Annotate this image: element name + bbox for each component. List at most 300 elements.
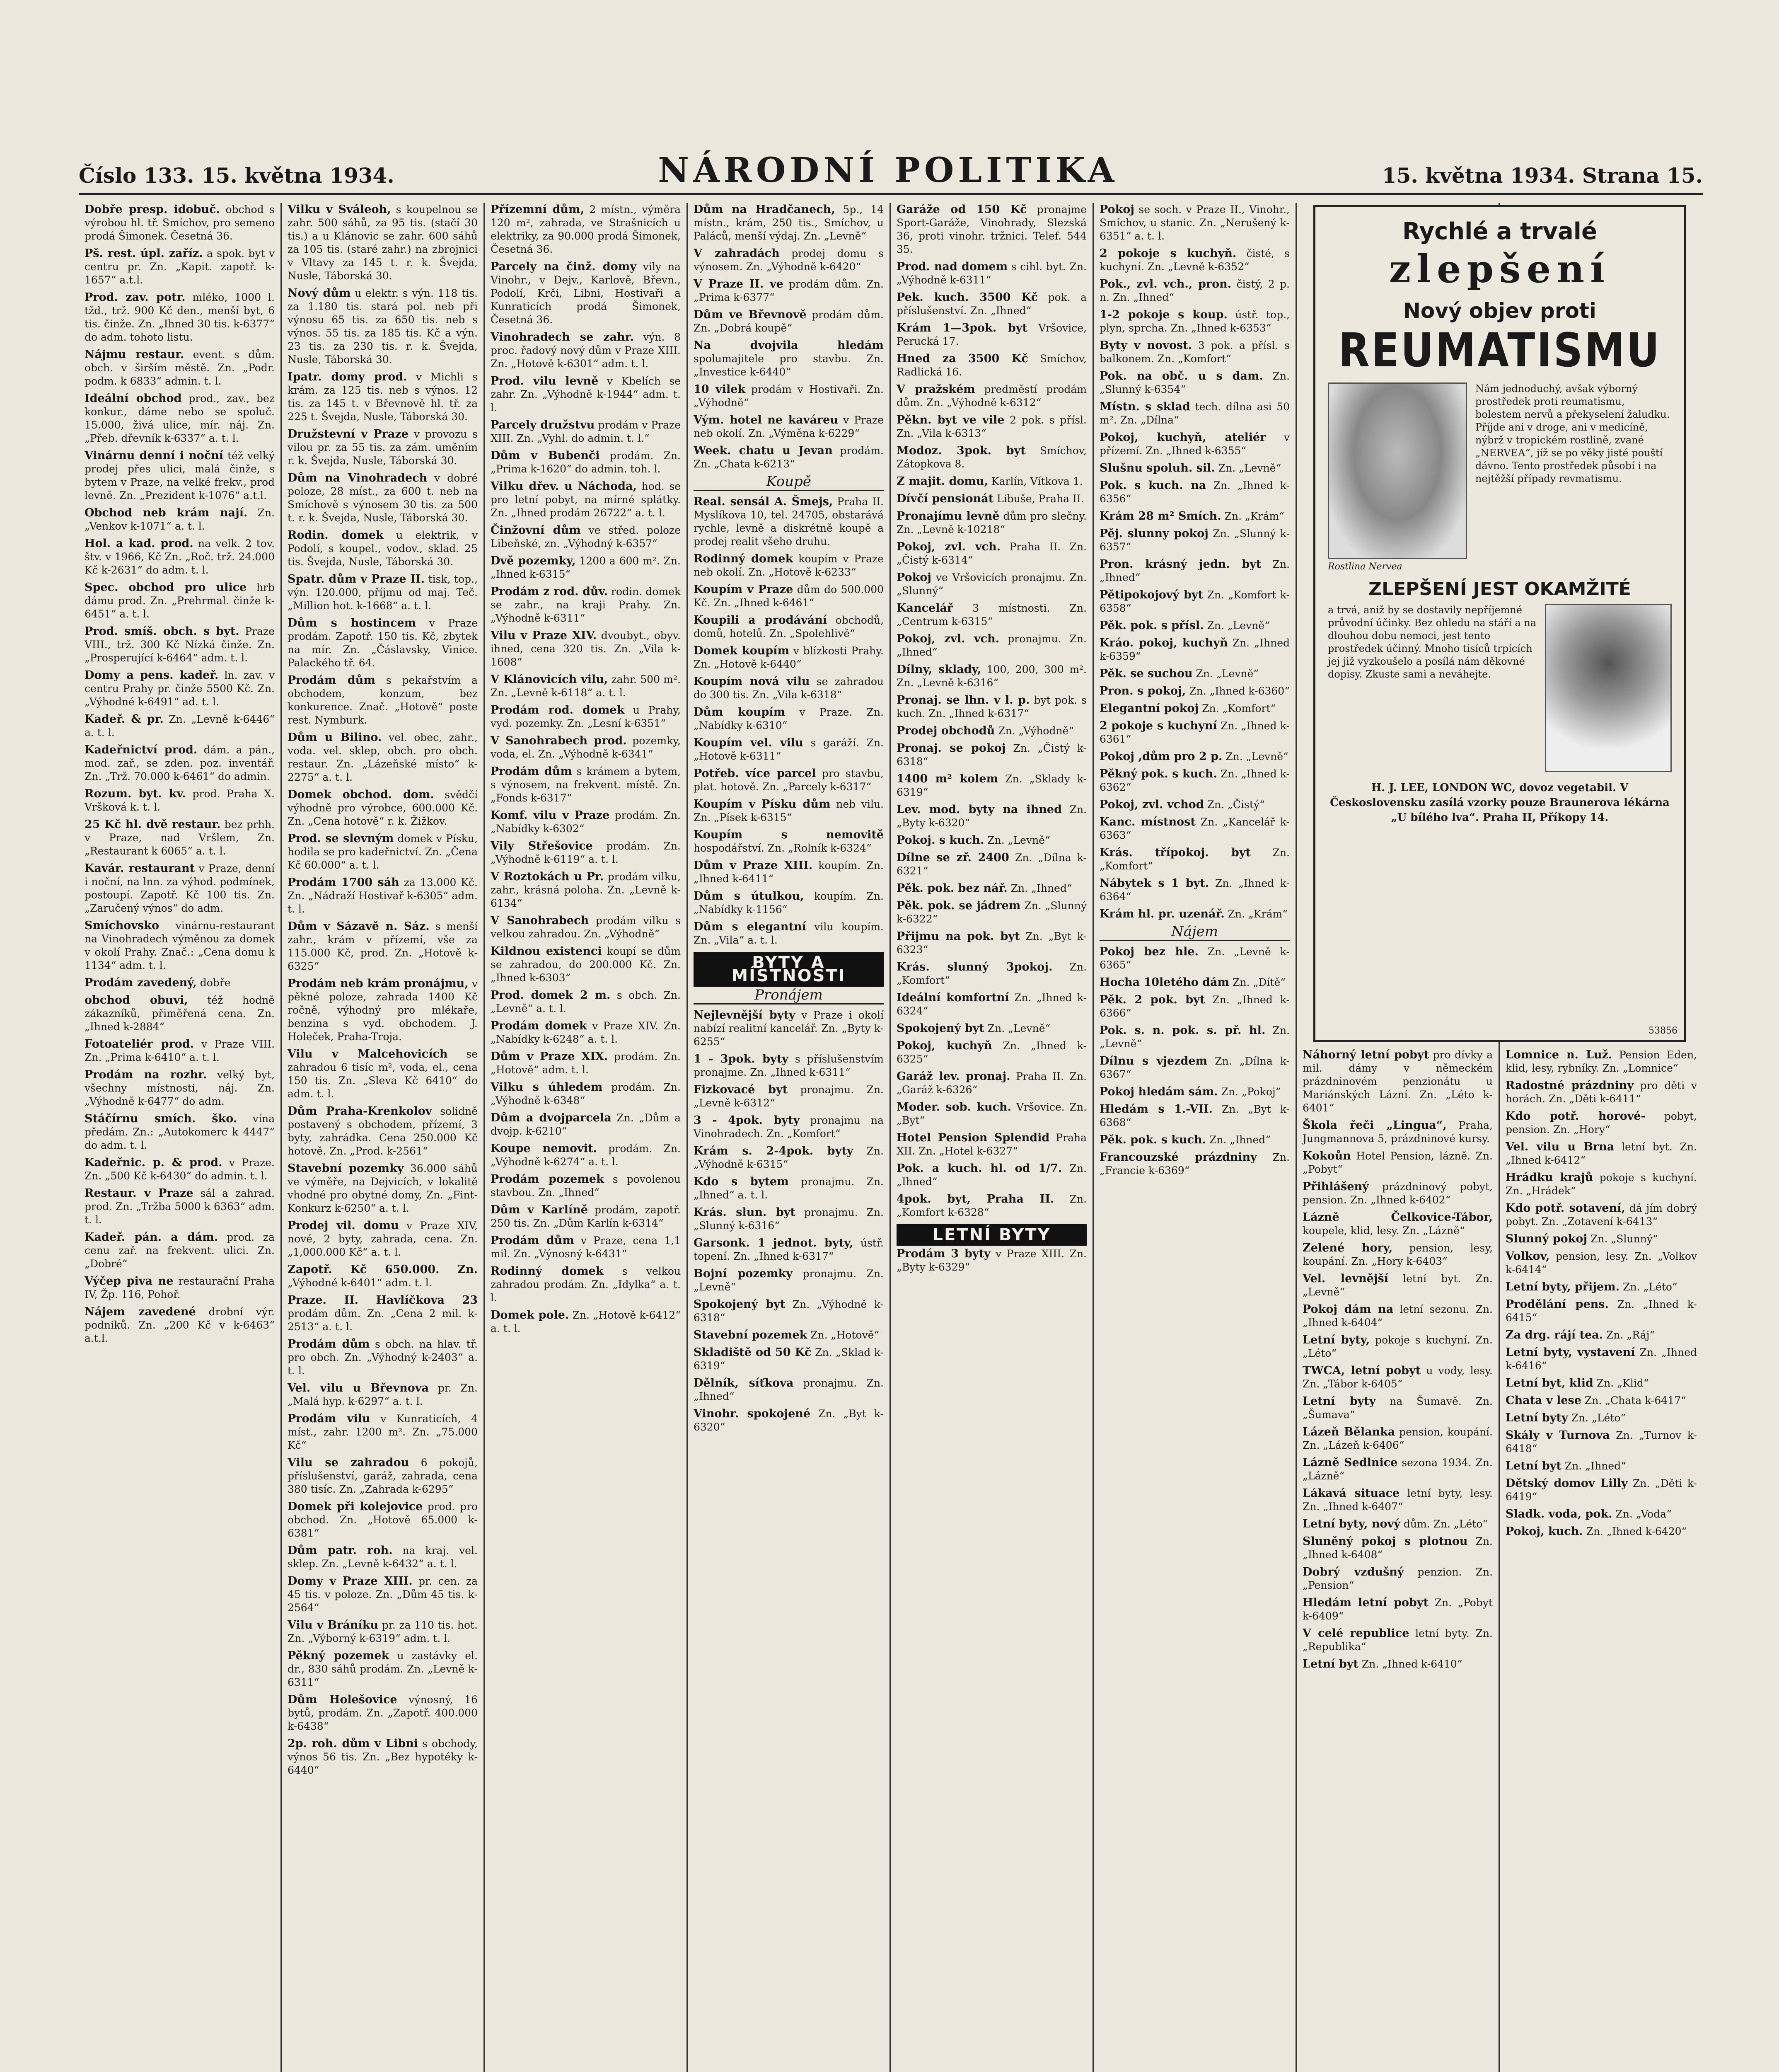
ad-heading: Družstevní v Praze <box>288 428 408 441</box>
classified-ad <box>897 742 1087 768</box>
classified-ad <box>491 734 681 761</box>
classified-ad <box>85 976 275 990</box>
ad-text: neb vilu. Zn. „Písek k-6315“ <box>694 798 884 823</box>
classified-ad <box>288 674 478 727</box>
classified-ad <box>694 1407 884 1434</box>
classified-ad <box>491 765 681 805</box>
classified-ad <box>288 1619 478 1645</box>
classified-ad <box>1100 945 1290 972</box>
ad-text: prodám v Praze XIII. Zn. „Vyhl. do admin. t. l.“ <box>491 419 681 444</box>
classified-ad <box>694 1267 884 1294</box>
ad-text: Zn. „Byty k-6320“ <box>897 804 1087 829</box>
classified-ad <box>1506 1394 1697 1407</box>
ad-text: Zn. „Sklad k-6319“ <box>694 1346 884 1372</box>
ad-heading: Přihlášený <box>1303 1180 1369 1193</box>
ad-heading: Dobře presp. idobuč. <box>85 203 220 216</box>
ad-text: prodám. Zn. „Výhodně k-6119“ a. t. l. <box>491 840 681 865</box>
ad-text: v Michli s krám. za 125 tis. neb s výnos. 12 tis. za 145 t. v Břevnově hl. tř. za 225 t. Švejda, Nusle, Táborská 30. <box>288 371 478 423</box>
ad-text: Zn. „Turnov k-6418“ <box>1506 1429 1697 1455</box>
ad-heading: Volkov, <box>1506 1250 1550 1263</box>
ad-heading: Hotel Pension Splendid <box>897 1131 1050 1144</box>
classified-ad <box>897 322 1087 348</box>
ad-text: prodám vilku, zahr., krásná poloha. Zn. „Levně k-6134“ <box>491 871 681 909</box>
ad-heading: Prodám dům <box>288 674 375 687</box>
advert-line-3: Nový objev proti <box>1403 299 1596 323</box>
ad-text: obchodů, domů, hotelů. Zn. „Spolehlivě“ <box>694 614 884 639</box>
classified-ad <box>1100 1055 1290 1081</box>
ad-text: pronajmu. Zn. „Ihned“ <box>897 633 1087 658</box>
ad-heading: 3 - 4pok. byty <box>694 1114 800 1127</box>
ad-heading: Lev. mod. byty na ihned <box>897 803 1062 816</box>
classified-ad <box>1506 1429 1697 1455</box>
ad-heading: Dům s hostincem <box>288 617 416 629</box>
ad-heading: Pok., zvl. vch., pron. <box>1100 278 1232 290</box>
ad-heading: Dům s elegantní <box>694 920 806 933</box>
ad-heading: Elegantní pokoj <box>1100 702 1199 715</box>
ad-heading: Dobrý vzdušný <box>1303 1566 1404 1578</box>
classified-ad <box>694 736 884 763</box>
ad-text: Zn. „Dílna k-6367“ <box>1100 1055 1290 1080</box>
issue-info: Číslo 133. 15. května 1934. <box>79 163 394 188</box>
ad-heading: Spatr. dům v Praze II. <box>288 573 425 586</box>
classified-ad <box>288 1219 478 1259</box>
ad-heading: Prodělání pens. <box>1506 1298 1609 1311</box>
advert-text-1: Nám jednoduchý, avšak výborný prostředek proti reumatismu, bolestem nervů a překyselení žaludku. Příjde ani v droge, ani v medicíně, nýbrž v tropickém rostlině, zvané „NERVEA“, jíž se po věky jisté pouští dávno. Tento prostředek působí i na nejtěžší případy revmatismu. <box>1475 383 1670 484</box>
ad-text: hrb dámu prod. Zn. „Prehrmal. činže k-6451“ a. t. l. <box>85 581 275 620</box>
classified-ad <box>288 876 478 916</box>
ad-heading: Potřeb. více parcel <box>694 767 816 780</box>
ad-heading: Koupím nová vilu <box>694 675 810 688</box>
ad-heading: Pronaj. se pokoj <box>897 742 1006 755</box>
column-6 <box>1094 203 1297 2072</box>
column-2 <box>282 203 485 2072</box>
classified-ad <box>491 1265 681 1305</box>
ad-text: Zn. „Levně“ <box>987 1022 1051 1034</box>
ad-text: prod. Praha X. Vršková k. t. l. <box>85 788 275 813</box>
ad-text: s krámem a bytem, s výnosem, na frekvent. místě. Zn. „Fonds k-6317“ <box>491 765 681 804</box>
classified-ad <box>491 1019 681 1046</box>
ad-text: tech. dílna asi 50 m². Zn. „Dílna“ <box>1100 401 1290 426</box>
ad-heading: Dům v Karlíně <box>491 1203 588 1216</box>
classified-ad <box>288 573 478 612</box>
ad-text: obchod s výrobou hl. tř. Smíchov, pro semeno prodá Šimonek. Česetná 36. <box>85 203 275 242</box>
portrait-illustration <box>1545 604 1672 772</box>
ad-heading: Letní byty <box>1303 1395 1376 1408</box>
ad-text: pronajmu. Zn. „Levně“ <box>694 1268 884 1293</box>
ad-text: Praze VIII., trž. 300 Kč Nízká činže. Zn. „Prosperující k-6464“ adm. t. l. <box>85 625 275 664</box>
ad-heading: V celé republice <box>1303 1627 1409 1640</box>
classified-ad <box>1100 908 1290 921</box>
ad-heading: Krás. slunný 3pokoj. <box>897 961 1053 973</box>
ad-heading: Rodinný domek <box>694 552 793 565</box>
advert-line-1: Rychlé a trvalé <box>1402 218 1597 245</box>
ad-text: Vršovice, Perucká 17. <box>897 322 1087 347</box>
classified-ad <box>897 414 1087 440</box>
advert-footer: H. J. LEE, LONDON WC, dovoz vegetabil. V Československu zasílá vzorky pouze Braunerova lékárna „U bílého lva“. Praha II, Příkopy 14. <box>1330 782 1670 824</box>
ad-text: prodám v Hostivaři. Zn. „Výhodně“ <box>694 383 884 409</box>
ad-heading: Sluněný pokoj s plotnou <box>1303 1535 1468 1548</box>
ad-heading: Pěkn. byt ve vile <box>897 414 1005 426</box>
classified-ad <box>85 203 275 243</box>
classified-ad <box>1100 1024 1290 1051</box>
ad-text: Zn. „Ihned k-6420“ <box>1586 1525 1687 1537</box>
ad-text: Zn. „Levně“ <box>1218 462 1281 474</box>
ad-heading: Zapotř. Kč 650.000. Zn. <box>288 1263 478 1276</box>
ad-heading: Rodinný domek <box>491 1265 604 1278</box>
ad-text: vily na Vinohr., v Dejv., Karlově, Břevn., Podolí, Krči, Libni, Hostivaři a Kunraticích prodá Šimonek, Česetná 36. <box>491 261 681 326</box>
ad-heading: Prod. nad domem <box>897 260 1008 273</box>
classified-ad <box>1506 1525 1697 1538</box>
ad-text: výnosný, 16 bytů, prodám. Zn. „Zapotř. 400.000 k-6438“ <box>288 1694 478 1732</box>
ad-heading: V pražském <box>897 383 975 396</box>
ad-text: v Kbelích se zahr. Zn. „Výhodně k-1944“ adm. t. l. <box>491 375 681 414</box>
plant-illustration <box>1328 382 1467 559</box>
ad-text: pokoje s kuchyní. Zn. „Léto“ <box>1303 1334 1493 1359</box>
ad-heading: Vilku dřev. u Náchoda, <box>491 480 637 493</box>
classified-ad <box>1100 203 1290 243</box>
ad-text: dobře <box>200 977 231 989</box>
newspaper-title: NÁRODNÍ POLITIKA <box>658 150 1119 190</box>
ad-text: s pekařstvím a obchodem, konzum, bez konkurence. Znač. „Hotově“ poste rest. Nymburk. <box>288 674 478 726</box>
ad-text: Zn. „Ihned k-6360“ <box>1189 685 1290 697</box>
ad-heading: Dům v Praze XIII. <box>694 859 813 872</box>
classified-ad <box>1303 1627 1493 1653</box>
classified-ad <box>85 1305 275 1345</box>
ad-text: na kraj. vel. sklep. Zn. „Levně k-6432“ a. t. l. <box>288 1544 478 1570</box>
ad-text: se zahradou 6 tisíc m², voda, el., cena 150 tis. Zn. „Sleva Kč 6410“ do adm. t. l. <box>288 1048 478 1100</box>
ad-heading: 2 pokoje s kuchyní <box>1100 719 1217 732</box>
ad-text: prod. za cenu zař. na frekvent. ulici. Zn. „Dobré“ <box>85 1231 275 1270</box>
ad-text: sezona 1934. Zn. „Lázně“ <box>1303 1457 1493 1482</box>
classified-ad <box>694 1298 884 1324</box>
ad-text: Zn. „Ihned“ <box>1100 558 1290 583</box>
classified-ad <box>1100 308 1290 335</box>
ad-text: v pěkné poloze, zahrada 1400 Kč ročně, výhodný pro mlékaře, benzina s vyd. obchodem. J. Holeček, Praha-Troja. <box>288 978 478 1043</box>
ad-text: spolumajitele pro stavbu. Zn. „Investice k-6440“ <box>694 353 884 378</box>
ad-text: u zastávky el. dr., 830 sáhů prodám. Zn. „Levně k-6311“ <box>288 1650 478 1688</box>
ad-heading: Pokoj dám na <box>1303 1303 1394 1316</box>
classified-ad <box>491 945 681 985</box>
classified-ad <box>897 663 1087 690</box>
ad-heading: Slunný pokoj <box>1506 1232 1588 1245</box>
ad-text: Libuše, Praha II. <box>997 493 1084 505</box>
ad-text: s příslušenstvím pronajme. Zn. „Ihned k-6311“ <box>694 1053 884 1078</box>
ad-heading: Vilu v Malcehovicích <box>288 1048 448 1060</box>
ad-heading: Pěkný pok. s kuch. <box>1100 767 1217 780</box>
classified-ad <box>1100 1151 1290 1177</box>
ad-heading: Domek obchod. dom. <box>288 788 434 801</box>
ad-heading: Lázeň Bělanka <box>1303 1426 1395 1438</box>
ad-heading: Krám 28 m² Smích. <box>1100 510 1221 523</box>
column-4 <box>688 203 891 2072</box>
advert-number: 53856 <box>1648 1026 1677 1036</box>
ad-text: čisté, s kuchyní. Zn. „Levně k-6352“ <box>1100 247 1290 273</box>
classified-ad <box>288 529 478 569</box>
ad-heading: Prod. smíš. obch. s byt. <box>85 625 239 638</box>
ad-text: prodám dům. Zn. „Cena 2 mil. k-2513“ a. t. l. <box>288 1307 478 1333</box>
ad-text: pozemky, voda, el. Zn. „Výhodně k-6341“ <box>491 735 681 760</box>
ad-text: též hodně zákazníků, přiměřená cena. Zn. „Ihned k-2884“ <box>85 994 275 1033</box>
classified-ad <box>897 694 1087 720</box>
ad-text: Praha II. Zn. „Čistý k-6314“ <box>897 541 1087 566</box>
ad-text: hospodářství. Zn. „Rolník k-6324“ <box>694 842 872 854</box>
ad-heading: Činžovní dům <box>491 524 581 537</box>
classified-ad <box>1506 1477 1697 1503</box>
ad-text: pension, koupání. Zn. „Lázeň k-6406“ <box>1303 1426 1493 1451</box>
date-page: 15. května 1934. Strana 15. <box>1382 163 1703 188</box>
classified-ad <box>694 1114 884 1140</box>
ad-heading: Skladiště od 50 Kč <box>694 1346 812 1359</box>
ad-heading: Z majit. domu, <box>897 475 988 488</box>
ad-heading: Pronaj. se lhn. v l. p. <box>897 694 1030 707</box>
classified-ad <box>694 247 884 274</box>
classified-ad <box>1100 619 1290 632</box>
ad-text: Zn. „Komfort“ <box>1100 847 1290 872</box>
ad-heading: Garsonk. 1 jednot. byty, <box>694 1237 853 1249</box>
classified-ad <box>491 480 681 520</box>
ad-text: Zn. „Kancelář k-6363“ <box>1100 816 1290 841</box>
ad-heading: Kancelář <box>897 602 953 615</box>
ad-heading: Nový dům <box>288 287 351 300</box>
classified-ad <box>694 644 884 671</box>
classified-ad <box>288 1693 478 1733</box>
ad-text: s obchody, výnos 56 tis. Zn. „Bez hypotéky k-6440“ <box>288 1738 478 1776</box>
ad-heading: Pok. s kuch. na <box>1100 479 1206 492</box>
classified-ad <box>897 475 1087 488</box>
ad-text: Praha, Jungmannova 5, prázdninové kursy. <box>1303 1119 1493 1145</box>
ad-heading: Prod. domek 2 m. <box>491 989 611 1002</box>
ad-text: v Praze, denní i noční, na lnn. za výhod. podmínek, postoupí. Zapotř. Kč 100 tis. Zn. „Zaručený výnos“ do adm. <box>85 862 275 914</box>
ad-text: Zn. „Dílna k-6321“ <box>897 852 1087 877</box>
ad-text: Zn. „Komfort k-6358“ <box>1100 589 1290 614</box>
classified-ad <box>1303 1334 1493 1360</box>
ad-text: koupím. Zn. „Ihned k-6411“ <box>694 859 884 885</box>
ad-text: 3 pok. a přísl. s balkonem. Zn. „Komfort“ <box>1100 339 1290 365</box>
section-subheading: Nájem <box>1100 925 1290 941</box>
classified-ad <box>694 859 884 886</box>
ad-text: Zn. „Pobyt k-6409“ <box>1303 1597 1493 1622</box>
classified-ad <box>897 724 1087 738</box>
ad-text: dům pro slečny. Zn. „Levně k-10218“ <box>897 510 1087 535</box>
ad-text: Zn. „Ihned k-6361“ <box>1100 720 1290 745</box>
ad-heading: Skály v Turnova <box>1506 1429 1610 1442</box>
ad-heading: Pokoj <box>1100 203 1135 216</box>
ad-text: velký byt, všechny místnosti, náj. Zn. „Výhodně k-6477“ do adm. <box>85 1069 275 1107</box>
classified-ad <box>694 339 884 379</box>
ad-text: koupí se dům se zahradou, do 200.000 Kč. Zn. „Ihned k-6303“ <box>491 945 681 984</box>
classified-ad <box>1100 976 1290 989</box>
ad-heading: Pěj. slunny pokoj <box>1100 527 1209 540</box>
classified-ad <box>288 731 478 784</box>
classified-ad <box>1303 1211 1493 1237</box>
ad-heading: Letní byty, vystavení <box>1506 1346 1635 1359</box>
classified-ad <box>1100 588 1290 615</box>
classified-ad <box>694 1145 884 1171</box>
ad-heading: Kanc. místnost <box>1100 816 1196 828</box>
section-subheading: Pronájem <box>694 988 884 1005</box>
ad-heading: Week. chatu u Jevan <box>694 444 833 457</box>
ad-heading: Pron. s pokoj, <box>1100 685 1186 697</box>
ad-text: pronajmu na Vinohradech. Zn. „Komfort“ <box>694 1114 884 1140</box>
column-1 <box>79 203 282 2072</box>
classified-ad <box>85 1068 275 1108</box>
classified-ad <box>1506 1202 1697 1228</box>
ad-text: prodám, zapotř. 250 tis. Zn. „Dům Karlín k-6314“ <box>491 1204 681 1229</box>
ad-heading: Koupím v Praze <box>694 583 793 596</box>
classified-ad <box>1303 1596 1493 1623</box>
classified-ad <box>288 1048 478 1101</box>
ad-heading: Prodej obchodů <box>897 724 995 737</box>
ad-heading: Sladk. voda, pok. <box>1506 1508 1612 1520</box>
ad-text: pronajmu. Zn. „Ihned“ <box>694 1377 884 1402</box>
ad-text: v Praze. Zn. „Nabídky k-6310“ <box>694 706 884 731</box>
ad-heading: Vel. vilu u Brna <box>1506 1140 1615 1153</box>
ad-heading: Pš. rest. úpl. zaříz. <box>85 247 203 260</box>
ad-heading: Stavební pozemek <box>694 1329 807 1341</box>
ad-text: Zn. „Byt k-6368“ <box>1100 1103 1290 1128</box>
ad-heading: Ipatr. domy prod. <box>288 370 407 383</box>
classified-ad <box>288 203 478 283</box>
classified-ad <box>694 706 884 732</box>
classified-ad <box>694 203 884 243</box>
ad-heading: Dům v Bubenči <box>491 449 600 462</box>
ad-text: na velk. 2 tov. štv. v 1966, Kč Zn. „Roč. trž. 24.000 Kč k-2631“ do adm. t. l. <box>85 537 275 576</box>
ad-heading: Dům patr. roh. <box>288 1544 393 1557</box>
ad-text: Zn. „Slunný k-6322“ <box>897 900 1087 925</box>
classified-ad <box>694 675 884 702</box>
masthead <box>79 150 1703 195</box>
ad-text: Zn. „Výhodně k-6315“ <box>694 1145 884 1170</box>
ad-text: 3 místnosti. Zn. „Centrum k-6315“ <box>897 602 1087 627</box>
classified-ad <box>288 428 478 467</box>
classified-ad <box>85 743 275 783</box>
ad-text: letní byty, lesy. Zn. „Ihned k-6407“ <box>1303 1487 1493 1513</box>
ad-heading: Domek při kolejovice <box>288 1500 423 1513</box>
classified-ad <box>1303 1180 1493 1207</box>
ad-text: Zn. „Čistý k-6318“ <box>897 742 1087 767</box>
ad-text: Zn. „Ihned“ <box>1564 1460 1626 1472</box>
ad-text: Zn. „Ihned k-6410“ <box>1361 1658 1462 1670</box>
ad-heading: Ideální komfortní <box>897 991 1009 1004</box>
ad-text: Zn. „Venkov k-1071“ a. t. l. <box>85 507 275 532</box>
ad-text: predměstí prodám dům. Zn. „Výhodně k-6312“ <box>897 383 1087 409</box>
ad-text: koupím v Praze neb okolí. Zn. „Hotově k-6233“ <box>694 553 884 578</box>
classified-ad <box>1100 462 1290 475</box>
ad-text: Zn. „Čistý“ <box>1207 799 1265 811</box>
classified-ad <box>288 1737 478 1777</box>
classified-ad <box>1100 846 1290 873</box>
ad-text: Zn. „Pokoj“ <box>1221 1086 1281 1098</box>
ad-heading: Moder. sob. kuch. <box>897 1101 1012 1113</box>
ad-heading: Krám hl. pr. uzenář. <box>1100 908 1225 920</box>
ad-text: pok. a příslušenství. Zn. „Ihned“ <box>897 291 1087 317</box>
classified-ad <box>1303 1658 1493 1671</box>
classified-ad <box>288 1544 478 1571</box>
classified-ad <box>491 809 681 835</box>
classified-ad <box>491 1081 681 1107</box>
ad-heading: Pokoj, kuchyň <box>897 1039 992 1052</box>
classified-ad <box>1506 1460 1697 1473</box>
ad-text: Zn. „Léto“ <box>1623 1281 1677 1293</box>
ad-text: v Praze VIII. Zn. „Prima k-6410“ a. t. l. <box>85 1038 275 1063</box>
ad-text: prodám. Zn. „Hotově“ adm. t. l. <box>491 1051 681 1076</box>
ad-text: vel. obec, zahr., voda. vel. sklep, obch. pro obch. restaur. Zn. „Lázeňské místo“ k-2275“ a. t. l. <box>288 731 478 783</box>
ad-text: u elektrik, v Podolí, s koupel., vodov., sklad. 25 tis. Švejda, Nusle, Táborská 30. <box>288 529 478 568</box>
classified-ad <box>897 1247 1087 1274</box>
ad-text: s obch. na hlav. tř. pro obch. Zn. „Výhodný k-2403“ a. t. l. <box>288 1338 478 1377</box>
classified-ad <box>694 767 884 794</box>
classified-ad <box>288 1263 478 1290</box>
ad-text: prod. pro obchod. Zn. „Hotově 65.000 k-6381“ <box>288 1501 478 1539</box>
column-5 <box>891 203 1094 2072</box>
classified-ad <box>85 1156 275 1183</box>
ad-text: koupím. Zn. „Nabídky k-1156“ <box>694 890 884 915</box>
ad-text: též velký prodej přes ulici, malá činže, s bytem v Praze, na velké frekv., prod levně. Zn. „Prezident k-1076“ a.t.l. <box>85 450 275 501</box>
ad-text: Zn. „Ihned k-6324“ <box>897 992 1087 1017</box>
ad-heading: Kadeřnictví prod. <box>85 743 198 756</box>
classified-ad <box>897 444 1087 471</box>
ad-heading: Pěk. 2 pok. byt <box>1100 993 1205 1006</box>
ad-text: Zn. „Chata k-6417“ <box>1584 1394 1686 1406</box>
ad-heading: Prodám z rod. dův. <box>491 585 608 598</box>
ad-text: pro dívky a mil. dámy v německém prázdninovém penzionátu u Mariánských Lázní. Zn. „Léto k-6401“ <box>1303 1049 1493 1114</box>
ad-text: s obch. Zn. „Levně“ a. t. l. <box>491 989 681 1014</box>
ad-heading: Koupím vel. vilu <box>694 736 803 749</box>
classified-ad <box>897 540 1087 567</box>
ad-text: v přízemí. Zn. „Ihned k-6355“ <box>1100 431 1290 457</box>
ad-heading: Domek koupím <box>694 644 790 657</box>
ad-heading: Vilu v Bráníku <box>288 1619 379 1631</box>
classified-ad <box>85 919 275 972</box>
ad-heading: Nájmu restaur. <box>85 348 184 361</box>
classified-ad <box>288 788 478 828</box>
classified-ad <box>491 1234 681 1261</box>
ad-text: Zn. „Levně“ <box>1225 750 1288 762</box>
ad-heading: Pokoj, zvl. vch. <box>897 632 1000 645</box>
classified-ad <box>1506 1171 1697 1198</box>
classified-ad <box>897 291 1087 317</box>
classified-ad <box>85 1112 275 1152</box>
classified-ad <box>85 348 275 388</box>
ad-heading: 2 pokoje s kuchyň. <box>1100 247 1237 260</box>
ad-heading: V Praze II. ve <box>694 278 783 290</box>
classified-ad <box>491 1050 681 1077</box>
ad-heading: Dům v Sázavě n. Sáz. <box>288 920 430 933</box>
classified-ad <box>491 554 681 581</box>
ad-text: Zn. „Ihned k-6356“ <box>1100 479 1290 505</box>
classified-ad <box>1303 1242 1493 1268</box>
ad-heading: Krás. třípokoj. byt <box>1100 846 1251 859</box>
ad-text: dům. Zn. „Léto“ <box>1403 1518 1488 1530</box>
classified-ad <box>897 203 1087 256</box>
classified-ad <box>1100 527 1290 554</box>
ad-heading: Pokoj, kuchyň, ateliér <box>1100 431 1266 444</box>
ad-heading: Lázně Čelkovice-Tábor, <box>1303 1211 1493 1224</box>
ad-heading: Prodám dům <box>491 1234 574 1247</box>
ad-text: Zn. „Výhodně k-6318“ <box>694 1298 884 1324</box>
ad-text: domek v Písku, hodila se pro kadeřnictví. Zn. „Čena Kč 60.000“ a. t. l. <box>288 833 478 871</box>
rheumatism-advert <box>1313 205 1686 1042</box>
ad-heading: 25 Kč hl. dvě restaur. <box>85 818 221 831</box>
ad-heading: Vily Střešovice <box>491 840 593 852</box>
ad-text: Zn. „Hotově“ <box>810 1329 880 1341</box>
ad-text: v blízkosti Prahy. Zn. „Hotově k-6440“ <box>694 645 884 670</box>
ad-text: pension, lesy. Zn. „Volkov k-6414“ <box>1506 1250 1697 1276</box>
ad-heading: Výčep piva ne <box>85 1275 174 1288</box>
ad-text: vilu koupím. Zn. „Vila“ a. t. l. <box>694 921 884 946</box>
classified-ad <box>897 834 1087 847</box>
ad-text: výn. 8 proc. řadový nový dům v Praze XIII. Zn. „Hotově k-6301“ adm. t. l. <box>491 331 681 370</box>
